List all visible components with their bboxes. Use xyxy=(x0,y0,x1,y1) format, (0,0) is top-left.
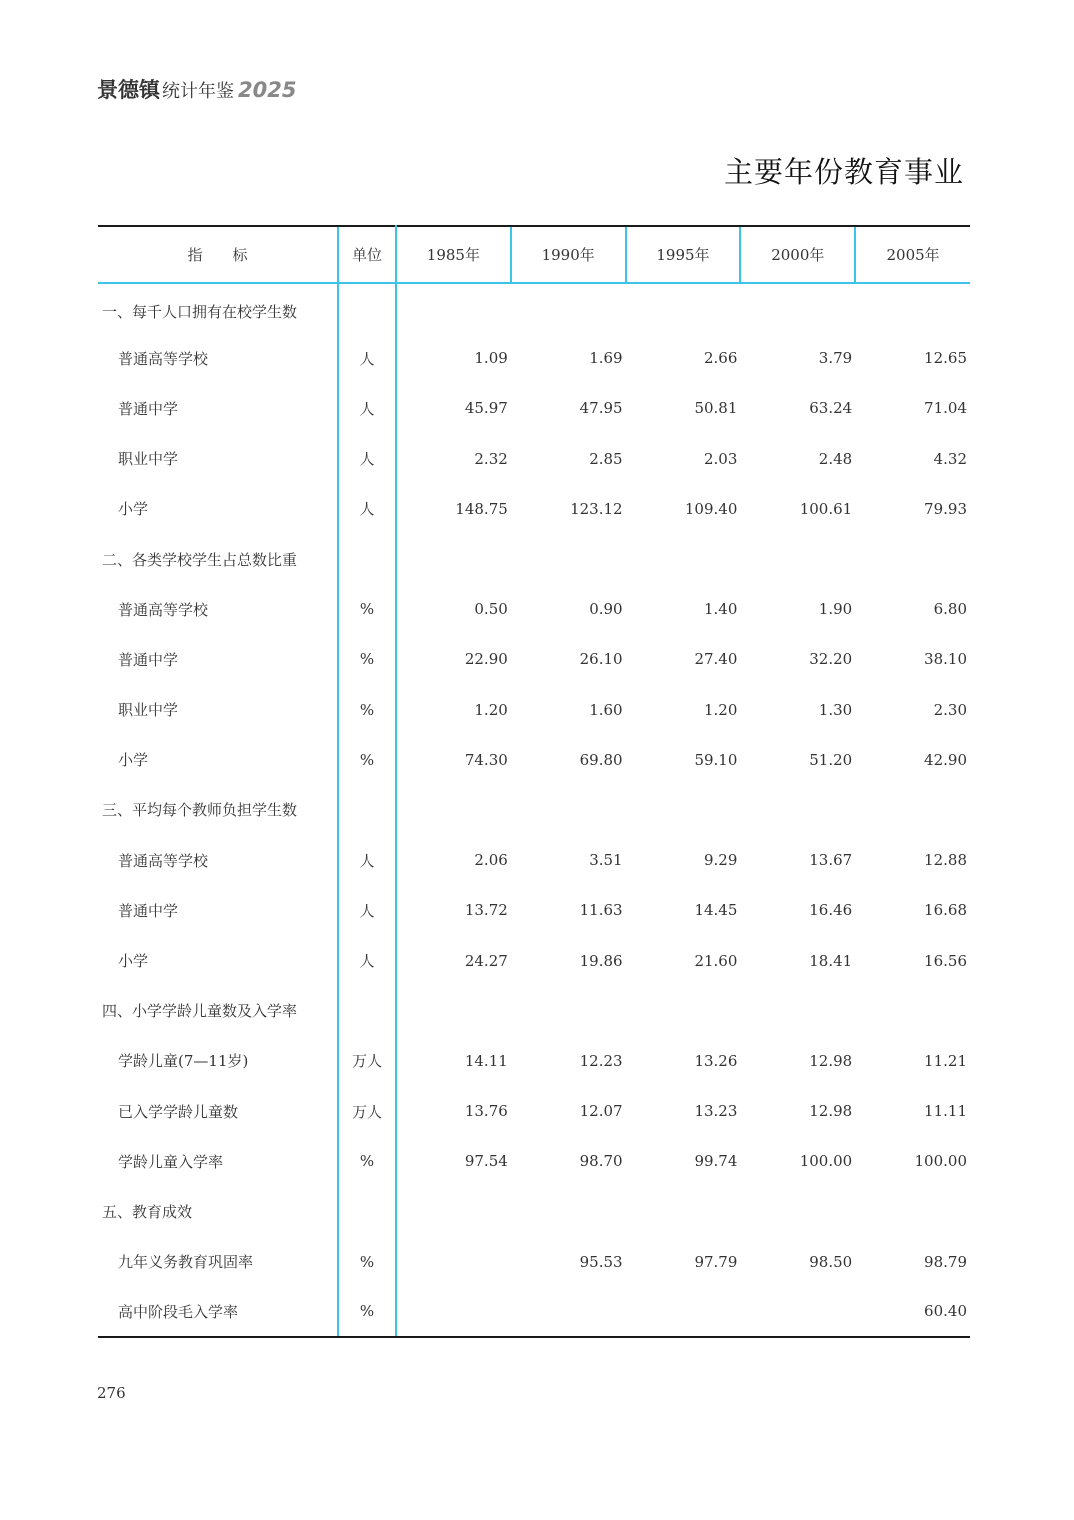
table-header xyxy=(98,226,970,283)
value-cell: 12.88 xyxy=(924,851,967,870)
value-cell: 42.90 xyxy=(924,750,967,769)
value-cell: 109.40 xyxy=(684,499,738,518)
unit-cell xyxy=(338,1186,396,1236)
unit-cell: 人 xyxy=(338,434,396,484)
unit-cell: % xyxy=(338,634,396,684)
indicator-label: 小学 xyxy=(118,751,149,770)
value-cell xyxy=(396,534,511,584)
indicator-label: 普通中学 xyxy=(118,399,179,418)
value-cell xyxy=(511,283,626,333)
section-label: 五、教育成效 xyxy=(102,1202,193,1221)
unit-cell: % xyxy=(338,1287,396,1337)
value-cell: 2.03 xyxy=(703,449,738,468)
unit-cell: % xyxy=(338,735,396,785)
indicator-label: 普通高等学校 xyxy=(118,349,209,368)
unit-cell xyxy=(338,785,396,835)
value-cell: 22.90 xyxy=(464,650,508,669)
table-row xyxy=(98,434,970,484)
value-cell: 16.56 xyxy=(924,951,967,970)
value-cell: 100.61 xyxy=(799,499,853,518)
value-cell: 98.70 xyxy=(579,1152,623,1171)
value-cell: 50.81 xyxy=(694,399,738,418)
indicator-label: 已入学学龄儿童数 xyxy=(118,1102,239,1121)
value-cell: 11.11 xyxy=(924,1102,967,1121)
table-row xyxy=(98,484,970,534)
indicator-label: 普通中学 xyxy=(118,650,179,669)
value-cell: 98.79 xyxy=(924,1252,967,1271)
value-cell: 1.90 xyxy=(818,600,853,619)
value-cell: 100.00 xyxy=(914,1152,967,1171)
table-row xyxy=(98,1287,970,1337)
value-cell: 18.41 xyxy=(809,951,853,970)
value-cell xyxy=(511,1186,626,1236)
indicator-label: 小学 xyxy=(118,952,149,971)
value-cell: 123.12 xyxy=(570,499,623,518)
header-year-1985: 1985年 xyxy=(396,226,511,283)
page-number: 276 xyxy=(97,1384,126,1402)
value-cell: 1.40 xyxy=(703,600,738,619)
value-cell: 13.23 xyxy=(694,1102,738,1121)
header-year-2000: 2000年 xyxy=(740,226,855,283)
value-cell: 9.29 xyxy=(703,851,738,870)
table-row xyxy=(98,1136,970,1186)
value-cell: 71.04 xyxy=(924,399,967,418)
value-cell: 13.76 xyxy=(464,1102,508,1121)
value-cell: 38.10 xyxy=(924,650,967,669)
value-cell: 2.66 xyxy=(703,349,738,368)
indicator-label: 高中阶段毛入学率 xyxy=(98,1287,338,1337)
value-cell xyxy=(511,1287,626,1337)
value-cell: 13.26 xyxy=(694,1051,738,1070)
value-cell xyxy=(740,534,855,584)
value-cell: 74.30 xyxy=(464,750,508,769)
value-cell: 95.53 xyxy=(579,1252,623,1271)
value-cell: 11.21 xyxy=(924,1051,967,1070)
table-row xyxy=(98,584,970,634)
running-header xyxy=(97,74,296,104)
unit-cell xyxy=(338,283,396,333)
value-cell: 12.65 xyxy=(924,349,967,368)
unit-cell: % xyxy=(338,1136,396,1186)
table-row xyxy=(98,935,970,985)
value-cell xyxy=(626,1186,741,1236)
value-cell xyxy=(511,785,626,835)
unit-cell: 人 xyxy=(338,935,396,985)
unit-cell xyxy=(338,534,396,584)
value-cell: 12.98 xyxy=(809,1051,853,1070)
value-cell: 0.90 xyxy=(589,600,623,619)
header-year-1990: 1990年 xyxy=(511,226,626,283)
value-cell xyxy=(740,283,855,333)
value-cell: 12.07 xyxy=(579,1102,623,1121)
unit-cell: 人 xyxy=(338,885,396,935)
education-table xyxy=(98,225,970,1338)
section-label: 一、每千人口拥有在校学生数 xyxy=(102,303,298,322)
table-row xyxy=(98,1237,970,1287)
value-cell: 45.97 xyxy=(464,399,508,418)
section-row xyxy=(98,1186,970,1236)
indicator-label: 职业中学 xyxy=(118,701,179,720)
value-cell: 1.20 xyxy=(474,700,508,719)
value-cell: 97.54 xyxy=(464,1152,508,1171)
indicator-label: 九年义务教育巩固率 xyxy=(118,1253,254,1272)
section-label: 二、各类学校学生占总数比重 xyxy=(102,550,298,569)
value-cell xyxy=(396,1287,511,1337)
value-cell: 11.63 xyxy=(579,901,623,920)
table-row xyxy=(98,685,970,735)
value-cell: 14.11 xyxy=(464,1051,508,1070)
value-cell: 27.40 xyxy=(694,650,738,669)
unit-cell: 人 xyxy=(338,484,396,534)
unit-cell: 万人 xyxy=(338,1036,396,1086)
table-row xyxy=(98,735,970,785)
value-cell: 16.46 xyxy=(809,901,853,920)
table-row xyxy=(98,383,970,433)
header-year-2005: 2005年 xyxy=(855,226,970,283)
value-cell: 2.85 xyxy=(589,449,623,468)
value-cell xyxy=(740,986,855,1036)
value-cell xyxy=(396,986,511,1036)
table-row xyxy=(98,634,970,684)
value-cell: 97.79 xyxy=(694,1252,738,1271)
value-cell: 2.48 xyxy=(818,449,853,468)
section-row xyxy=(98,986,970,1036)
value-cell xyxy=(740,1287,855,1337)
value-cell: 1.20 xyxy=(703,700,738,719)
value-cell: 19.86 xyxy=(579,951,623,970)
value-cell: 2.32 xyxy=(474,449,508,468)
section-row xyxy=(98,283,970,333)
value-cell: 148.75 xyxy=(455,499,508,518)
indicator-label: 普通中学 xyxy=(118,901,179,920)
value-cell xyxy=(396,283,511,333)
value-cell xyxy=(511,986,626,1036)
header-year: 2025 xyxy=(238,78,297,102)
value-cell: 3.79 xyxy=(818,349,853,368)
value-cell: 2.30 xyxy=(933,700,967,719)
table-row xyxy=(98,333,970,383)
section-row xyxy=(98,534,970,584)
value-cell: 98.50 xyxy=(809,1252,853,1271)
value-cell: 59.10 xyxy=(694,750,738,769)
header-unit: 单位 xyxy=(338,226,396,283)
section-label: 三、平均每个教师负担学生数 xyxy=(102,801,298,820)
value-cell xyxy=(740,1186,855,1236)
unit-cell: 人 xyxy=(338,835,396,885)
unit-cell: 万人 xyxy=(338,1086,396,1136)
value-cell: 100.00 xyxy=(799,1152,853,1171)
value-cell xyxy=(626,534,741,584)
value-cell: 12.98 xyxy=(809,1102,853,1121)
value-cell: 1.60 xyxy=(589,700,623,719)
value-cell: 16.68 xyxy=(924,901,967,920)
value-cell: 0.50 xyxy=(474,600,508,619)
value-cell: 1.09 xyxy=(474,349,508,368)
value-cell: 21.60 xyxy=(694,951,738,970)
section-label: 四、小学学龄儿童数及入学率 xyxy=(102,1002,298,1021)
value-cell: 13.67 xyxy=(809,851,853,870)
value-cell: 32.20 xyxy=(809,650,853,669)
value-cell: 1.30 xyxy=(818,700,853,719)
value-cell: 3.51 xyxy=(589,851,623,870)
value-cell: 24.27 xyxy=(464,951,508,970)
value-cell: 6.80 xyxy=(933,600,967,619)
value-cell xyxy=(396,1186,511,1236)
value-cell xyxy=(855,534,970,584)
value-cell: 99.74 xyxy=(694,1152,738,1171)
value-cell: 60.40 xyxy=(855,1287,970,1337)
value-cell: 69.80 xyxy=(579,750,623,769)
value-cell xyxy=(396,1237,511,1287)
table-body xyxy=(98,283,970,1337)
table-row xyxy=(98,885,970,935)
value-cell xyxy=(396,785,511,835)
value-cell xyxy=(626,1287,741,1337)
unit-cell: % xyxy=(338,685,396,735)
unit-cell: % xyxy=(338,584,396,634)
value-cell: 2.06 xyxy=(474,851,508,870)
value-cell: 1.69 xyxy=(589,349,623,368)
value-cell: 79.93 xyxy=(924,499,967,518)
table-row xyxy=(98,1036,970,1086)
value-cell: 13.72 xyxy=(464,901,508,920)
value-cell: 26.10 xyxy=(579,650,623,669)
indicator-label: 职业中学 xyxy=(118,450,179,469)
value-cell: 47.95 xyxy=(579,399,623,418)
table-row xyxy=(98,835,970,885)
value-cell: 63.24 xyxy=(809,399,853,418)
value-cell xyxy=(511,534,626,584)
page-title: 主要年份教育事业 xyxy=(723,155,964,189)
header-brand: 景德镇 xyxy=(97,78,160,102)
value-cell xyxy=(855,785,970,835)
table-row xyxy=(98,1086,970,1136)
indicator-label: 学龄儿童(7—11岁) xyxy=(118,1052,249,1071)
unit-cell: % xyxy=(338,1237,396,1287)
value-cell: 12.23 xyxy=(579,1051,623,1070)
unit-cell: 人 xyxy=(338,333,396,383)
value-cell xyxy=(855,986,970,1036)
indicator-label: 普通高等学校 xyxy=(118,851,209,870)
unit-cell: 人 xyxy=(338,383,396,433)
value-cell xyxy=(626,986,741,1036)
value-cell xyxy=(626,283,741,333)
value-cell xyxy=(626,785,741,835)
section-row xyxy=(98,785,970,835)
header-book: 统计年鉴 xyxy=(162,81,234,102)
indicator-label: 小学 xyxy=(118,500,149,519)
indicator-label: 学龄儿童入学率 xyxy=(118,1152,224,1171)
header-indicator: 指 标 xyxy=(98,226,338,283)
value-cell: 14.45 xyxy=(694,901,738,920)
value-cell xyxy=(855,1186,970,1236)
value-cell: 4.32 xyxy=(933,449,967,468)
unit-cell xyxy=(338,986,396,1036)
value-cell xyxy=(740,785,855,835)
value-cell xyxy=(855,283,970,333)
indicator-label: 普通高等学校 xyxy=(118,600,209,619)
value-cell: 51.20 xyxy=(809,750,853,769)
header-year-1995: 1995年 xyxy=(626,226,741,283)
